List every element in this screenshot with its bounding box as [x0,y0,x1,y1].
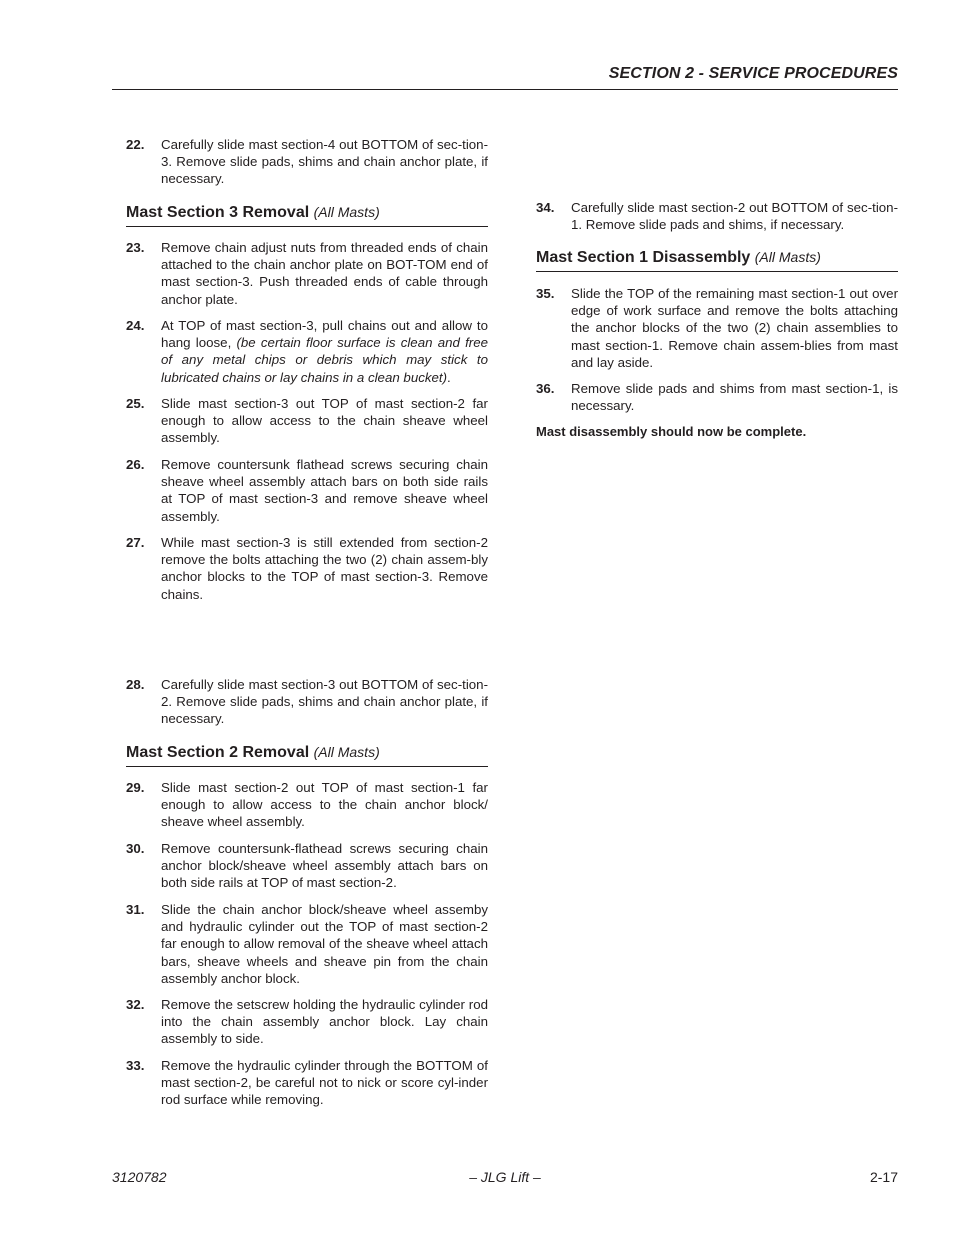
step-number: 23. [126,240,145,255]
step-text: Remove the setscrew holding the hydraulic cylinder rod into the chain assembly anchor block. Lay chain assembly to side. [161,997,488,1047]
step-number: 25. [126,396,145,411]
heading-qualifier: (All Masts) [754,249,821,265]
section-heading-mast-3-removal [126,202,488,227]
step-number: 31. [126,902,145,917]
step-text: Carefully slide mast section-2 out BOTTOM of sec-tion-1. Remove slide pads and shims, if necessary. [571,200,898,233]
step-text: Remove the hydraulic cylinder through the BOTTOM of mast section-2, be careful not to nick or score cyl-inder rod surface while removing. [161,1058,488,1108]
step-36 [536,380,898,414]
step-24 [126,317,488,386]
step-22 [126,136,488,188]
step-number: 26. [126,457,145,472]
heading-title: Mast Section 1 Disassembly [536,249,751,266]
step-32 [126,996,488,1048]
step-29 [126,779,488,831]
step-text: Remove countersunk-flathead screws securing chain anchor block/sheave wheel assembly attach bars on both side rails at TOP of mast section-2. [161,841,488,891]
step-text: Remove chain adjust nuts from threaded ends of chain attached to the chain anchor plate on BOT-TOM end of mast section-3. Push threaded ends of cable through anchor plate. [161,240,488,307]
footer-doc-number: 3120782 [112,1169,167,1185]
heading-qualifier: (All Masts) [313,204,380,220]
footer-center: – JLG Lift – [469,1169,541,1185]
step-35 [536,285,898,371]
step-34 [536,199,898,233]
step-30 [126,840,488,892]
step-31 [126,901,488,987]
step-33 [126,1057,488,1109]
completion-note: Mast disassembly should now be complete. [536,424,807,439]
step-text: Slide mast section-3 out TOP of mast section-2 far enough to allow access to the chain sheave wheel assembly. [161,396,488,446]
heading-title: Mast Section 3 Removal [126,204,310,221]
section-heading-mast-2-removal [126,742,488,767]
step-number: 30. [126,841,145,856]
step-number: 24. [126,318,145,333]
heading-title: Mast Section 2 Removal [126,744,310,761]
step-number: 22. [126,137,145,152]
step-text-end: . [447,369,451,385]
step-text-italic: (be certain floor surface is clean and free of any metal chips or debris which may stick to lubricated chains or lay chains in a clean bucket) [161,335,489,385]
heading-qualifier: (All Masts) [313,744,380,760]
step-text: Remove slide pads and shims from mast section-1, is necessary. [571,381,898,414]
step-number: 27. [126,535,145,550]
step-text [161,317,488,386]
step-23 [126,239,488,308]
step-28 [126,676,488,728]
step-text: Slide mast section-2 out TOP of mast section-1 far enough to allow access to the chain anchor block/ sheave wheel assembly. [161,780,488,830]
footer-page-number: 2-17 [869,1169,898,1185]
step-27 [126,534,488,603]
step-number: 33. [126,1058,145,1073]
step-number: 28. [126,677,145,692]
step-number: 32. [126,997,145,1012]
step-text: Slide the chain anchor block/sheave wheel assemby and hydraulic cylinder out the TOP of mast section-2 far enough to allow removal of the sheave wheel attach bars, sheave wheels and sheave pin from the chain assembly anchor block. [161,902,488,986]
step-text: Carefully slide mast section-3 out BOTTOM of sec-tion-2. Remove slide pads, shims and chain anchor plate, if necessary. [161,677,488,727]
step-text: Carefully slide mast section-4 out BOTTOM of sec-tion-3. Remove slide pads, shims and chain anchor plate, if necessary. [161,137,488,187]
step-number: 36. [536,381,555,396]
step-26 [126,456,488,525]
step-text-plain: At TOP of mast section-3, pull chains out and allow to hang loose, [161,318,488,351]
section-heading-mast-1-disassembly [536,247,898,272]
step-number: 29. [126,780,145,795]
step-text: While mast section-3 is still extended from section-2 remove the bolts attaching the two (2) chain assem-bly anchor blocks to the TOP of mast section-3. Remove chains. [161,535,488,602]
header-divider [112,89,898,90]
step-number: 35. [536,286,555,301]
step-25 [126,395,488,447]
page-header-title: SECTION 2 - SERVICE PROCEDURES [608,65,898,82]
step-number: 34. [536,200,555,215]
step-text: Slide the TOP of the remaining mast section-1 out over edge of work surface and remove the bolts attaching the anchor blocks of the two (2) chain assemblies to mast section-1. Remove chain assem-blies from mast and lay aside. [571,286,898,370]
step-text: Remove countersunk flathead screws securing chain sheave wheel assembly attach bars on both side rails at TOP of mast section-3 and remove sheave wheel assembly. [161,457,488,524]
